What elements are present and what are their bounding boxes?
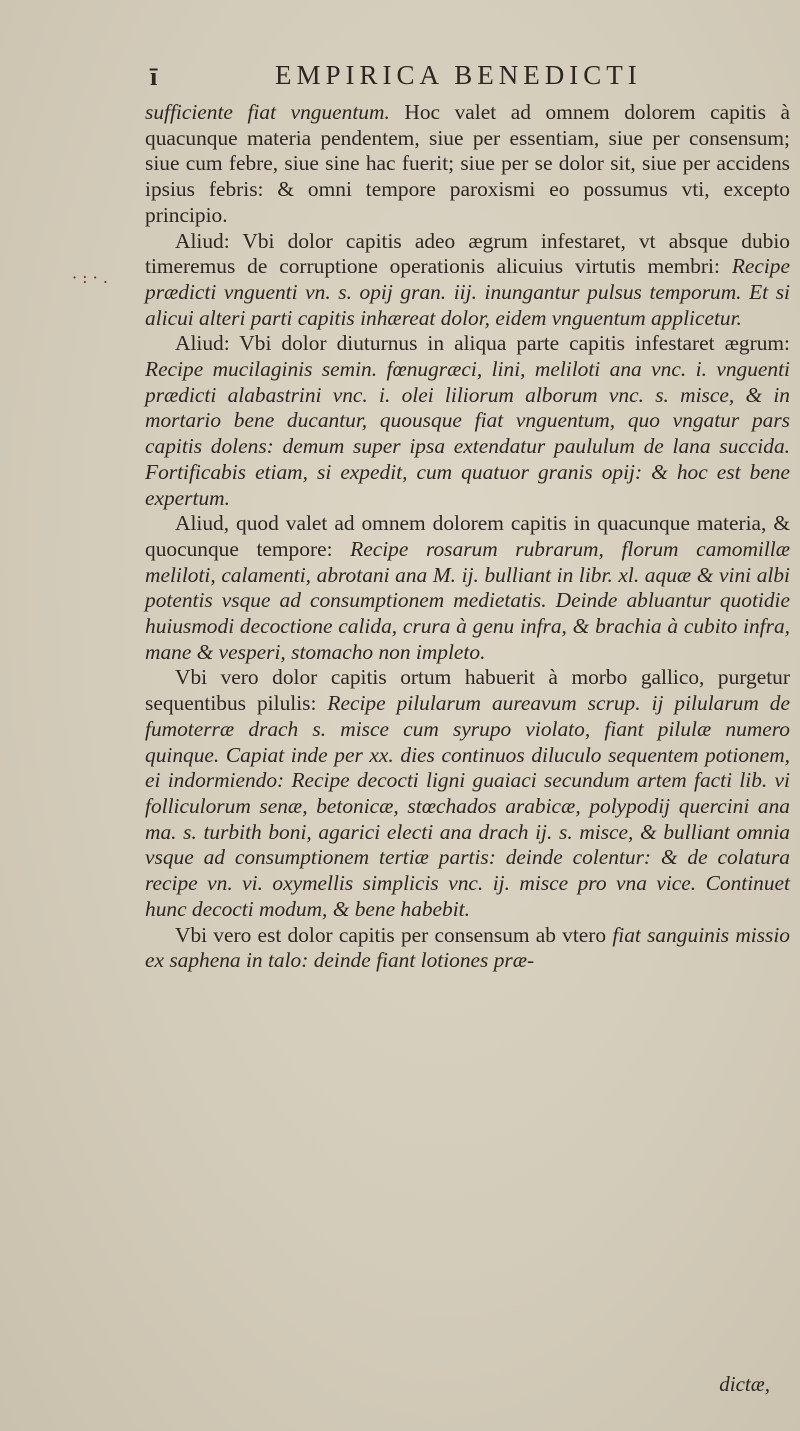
paragraph <box>145 229 790 332</box>
paragraph <box>145 331 790 511</box>
italic-text-run: Recipe rosarum rubrarum, florum camomillæ meliloti, calamenti, abrotani ana M. ij. bulliant in libr. xl. aquæ & vini albi potentis vsque ad consumptionem medietatis. Deinde abluantur quotidie huiusmodi decoctione calida, crura à genu infra, & brachia à cubito infra, mane & vesperi, stomacho non impleto. <box>145 536 791 664</box>
text-run: Hoc valet ad omnem dolorem capitis à quacunque materia pendentem, siue per essentiam, siue per consensum; siue cum febre, siue sine hac fuerit; siue per se dolor sit, siue per accidens ipsius febris: & omni tempore paroxismi eo possumus vti, excepto principio. <box>145 100 790 227</box>
margin-mark: · : · . <box>72 268 108 287</box>
running-title: EMPIRICA BENEDICTI <box>275 60 642 90</box>
text-run: Aliud: Vbi dolor diuturnus in aliqua parte capitis infestaret ægrum: <box>175 331 790 356</box>
italic-text-run: fiat sanguinis missio ex saphena in talo: deinde fiant lotiones præ- <box>145 922 790 973</box>
paragraph <box>145 923 790 974</box>
italic-text-run: Recipe prædicti vnguenti vn. s. opij gran. iij. inungantur pulsus temporum. Et si alicui alteri parti capitis inhæreat dolor, eidem vnguentum applicetur. <box>145 254 790 330</box>
text-run: Aliud: Vbi dolor capitis adeo ægrum infestaret, vt absque dubio timeremus de corruptione operationis alicuius virtutis membri: <box>145 228 790 279</box>
italic-text-run: Recipe mucilaginis semin. fœnugræci, lini, meliloti ana vnc. i. vnguenti prædicti alabastrini vnc. i. olei liliorum alborum vnc. s. misce, & in mortario bene ducantur, quousque fiat vnguentum, quo vngatur pars capitis dolens: demum super ipsa extendatur paululum de lana succida. Fortificabis etiam, si expedit, cum quatuor granis opij: & hoc est bene expertum. <box>145 357 790 510</box>
text-run: Aliud, quod valet ad omnem dolorem capitis in quacunque materia, & quocunque tempore: <box>145 511 790 561</box>
italic-text-run: sufficiente fiat vnguentum. <box>145 100 390 124</box>
text-run: Vbi vero dolor capitis ortum habuerit à morbo gallico, purgetur sequentibus pilulis: <box>145 665 790 716</box>
paragraph <box>145 511 790 665</box>
paragraph <box>145 665 790 922</box>
paragraph <box>145 100 790 229</box>
italic-text-run: Recipe pilularum aureavum scrup. ij pilularum de fumoterræ drach s. misce cum syrupo violato, fiant pilulæ numero quinque. Capiat inde per xx. dies continuos diluculo sequentem potionem, ei indormiendo: Recipe decocti ligni guaiaci secundum artem facti lib. vi folliculorum senæ, betonicæ, stœchados arabicæ, polypodij quercini ana ma. s. turbith boni, agarici electi ana drach ij. s. misce, & bulliant omnia vsque ad consumptionem tertiæ partis: deinde colentur: & de colatura recipe vn. vi. oxymellis simplicis vnc. ij. misce pro vna vice. Continuet hunc decocti modum, & bene habebit. <box>145 691 790 921</box>
page-number: ī <box>150 62 158 91</box>
text-run: Vbi vero est dolor capitis per consensum ab vtero <box>175 922 613 947</box>
body-text <box>145 100 790 974</box>
page-header <box>150 60 780 100</box>
catchword: dictæ, <box>719 1372 770 1396</box>
